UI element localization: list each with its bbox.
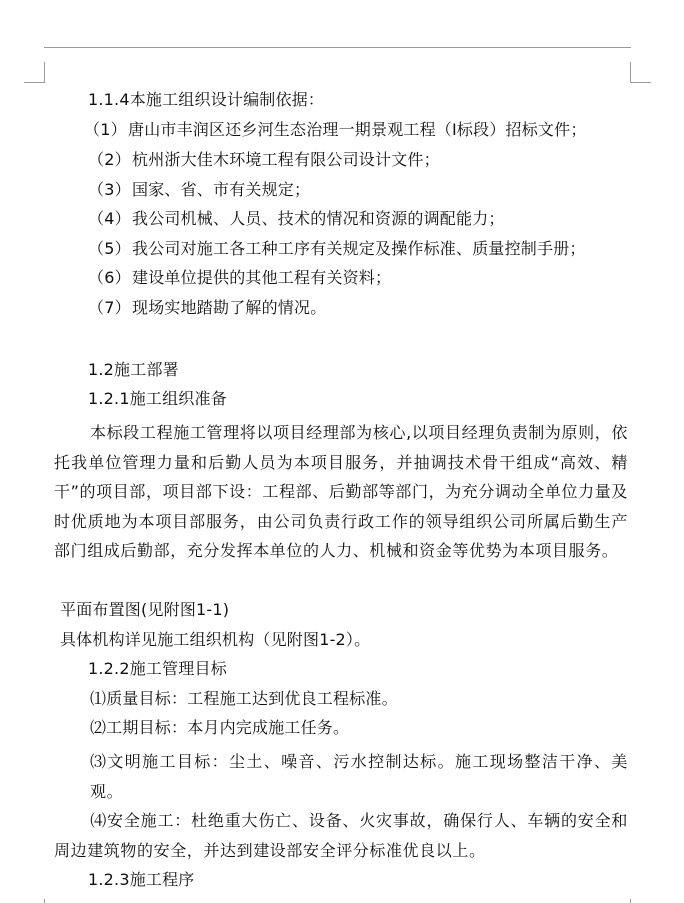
list-item	[88, 239, 586, 259]
list-item	[88, 209, 505, 229]
subsection-heading-goals: 1.2.2施工管理目标	[88, 659, 227, 678]
subsection-heading-prep: 1.2.1施工组织准备	[88, 389, 227, 408]
list-item	[88, 268, 391, 288]
list-item-text: 我公司对施工各工种工序有关规定及操作标准、质量控制手册；	[132, 239, 586, 258]
goal-item: ⑵工期目标：本月内完成施工任务。	[90, 718, 350, 737]
layout-note: 平面布置图(见附图1-1)	[60, 600, 230, 619]
list-item	[88, 298, 326, 318]
list-item	[88, 180, 310, 200]
goal-item	[90, 747, 628, 806]
list-item-text: 国家、省、市有关规定；	[132, 180, 311, 199]
margin-corner-top-left	[24, 62, 45, 83]
goal-item-text: ⑶文明施工目标：尘土、噪音、污水控制达标。施工现场整洁干净、美观。	[90, 752, 628, 801]
prep-paragraph-text: 本标段工程施工管理将以项目经理部为核心,以项目经理负责制为原则，依托我单位管理力量和后勤人员为本项目服务，并抽调技术骨干组成“高效、精干”的项目部，项目部下设：工程部、后勤部等部门，为充分调动全单位力量及时优质地为本项目部服务，由公司负责行政工作的领导组织公司所属后勤生产部门组成后勤部，充分发挥本单位的人力、机械和资金等优势为本项目服务。	[54, 423, 628, 560]
list-item-text: 杭州浙大佳木环境工程有限公司设计文件；	[132, 150, 440, 169]
list-item-text: 建设单位提供的其他工程有关资料；	[132, 268, 392, 287]
list-item-text: 现场实地踏勘了解的情况。	[132, 298, 327, 317]
list-item	[84, 120, 587, 140]
margin-corner-bottom-left	[24, 899, 45, 903]
margin-corner-bottom-right	[630, 899, 651, 903]
goal-item	[54, 806, 628, 865]
section-heading-basis: 1.1.4本施工组织设计编制依据：	[88, 90, 325, 109]
list-item-number: （4）	[88, 209, 131, 228]
list-item-number: （7）	[88, 298, 131, 317]
list-item-text: 我公司机械、人员、技术的情况和资源的调配能力；	[132, 209, 505, 228]
margin-corner-top-right	[630, 62, 651, 83]
list-item-text: 唐山市丰润区还乡河生态治理一期景观工程（Ⅰ标段）招标文件；	[128, 120, 587, 139]
list-item-number: （1）	[84, 120, 127, 139]
goal-item-text: ⑷安全施工：杜绝重大伤亡、设备、火灾事故，确保行人、车辆的安全和周边建筑物的安全，并达到建设部安全评分标准优良以上。	[54, 811, 628, 860]
section-heading-deployment: 1.2施工部署	[88, 360, 179, 379]
subsection-heading-procedure: 1.2.3施工程序	[88, 870, 195, 889]
goal-item: ⑴质量目标：工程施工达到优良工程标准。	[90, 689, 398, 708]
list-item-number: （3）	[88, 180, 131, 199]
list-item-number: （6）	[88, 268, 131, 287]
list-item	[88, 150, 440, 170]
list-item-number: （5）	[88, 239, 131, 258]
page-header-rule	[44, 47, 631, 48]
list-item-number: （2）	[88, 150, 131, 169]
org-note: 具体机构详见施工组织机构（见附图1-2）。	[60, 630, 371, 649]
prep-paragraph	[54, 418, 628, 566]
